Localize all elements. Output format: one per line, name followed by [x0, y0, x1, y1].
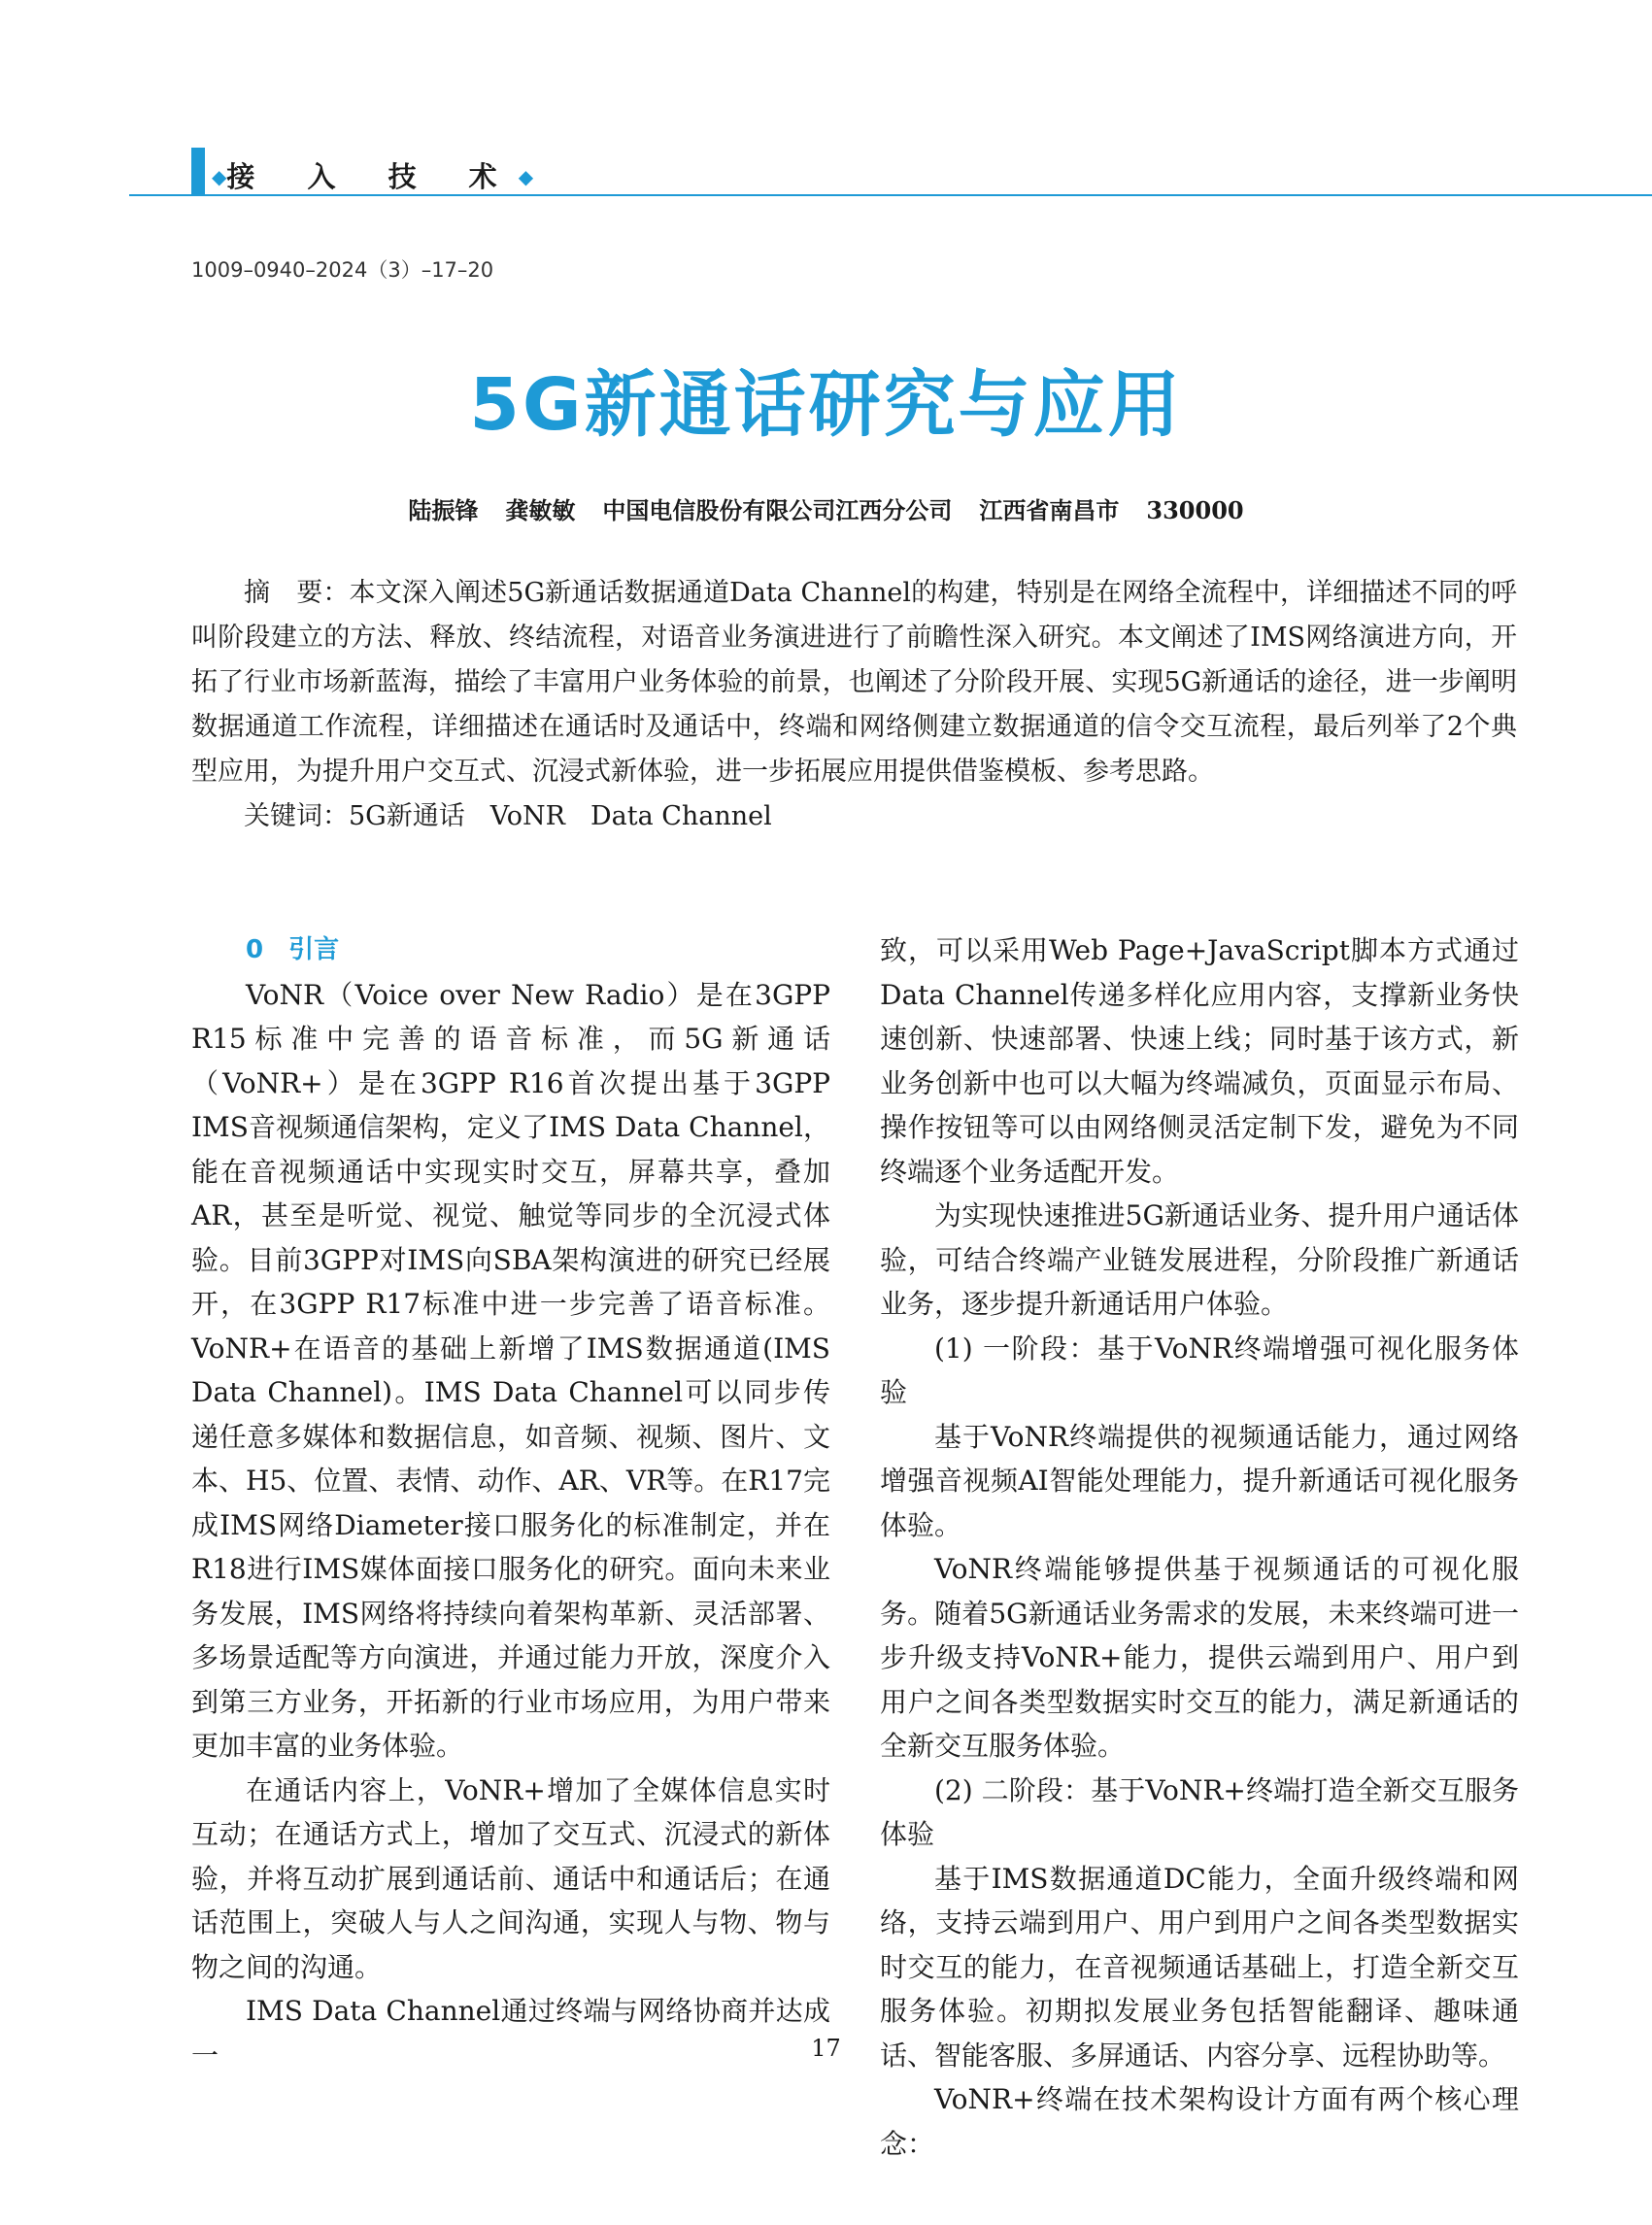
subsection-heading: (1) 一阶段：基于VoNR终端增强可视化服务体验 — [880, 1332, 1519, 1408]
body-paragraph: 为实现快速推进5G新通话业务、提升用户通话体验，可结合终端产业链发展进程，分阶段推广新通话业务，逐步提升新通话用户体验。 — [880, 1199, 1519, 1320]
section-label-text: 接 入 技 术 — [226, 160, 519, 193]
author-affiliation: 中国电信股份有限公司江西分公司 — [602, 496, 953, 524]
abstract — [191, 571, 1517, 794]
diamond-right-icon: ◆ — [518, 165, 534, 188]
body-paragraph: IMS Data Channel通过终端与网络协商并达成一 — [191, 1995, 830, 2072]
diamond-left-icon: ◆ — [212, 165, 227, 188]
article-id: 1009–0940–2024（3）–17–20 — [191, 258, 494, 282]
section-heading: 0 引言 — [246, 935, 340, 964]
body-paragraph: 致，可以采用Web Page+JavaScript脚本方式通过Data Channel传递多样化应用内容，支撑新业务快速创新、快速部署、快速上线；同时基于该方式，新业务创新中也可以大幅为终端减负，页面显示布局、操作按钮等可以由网络侧灵活定制下发，避免为不同终端逐个业务适配开发。 — [880, 934, 1519, 1188]
body-paragraph: 基于VoNR终端提供的视频通话能力，通过网络增强音视频AI智能处理能力，提升新通话可视化服务体验。 — [880, 1420, 1519, 1541]
body-paragraph: VoNR+终端在技术架构设计方面有两个核心理念： — [880, 2083, 1519, 2160]
author-name: 陆振锋 — [408, 496, 479, 524]
subsection-heading: (2) 二阶段：基于VoNR+终端打造全新交互服务体验 — [880, 1773, 1519, 1850]
header-rule — [129, 194, 1652, 196]
body-paragraph: VoNR终端能够提供基于视频通话的可视化服务。随着5G新通话业务需求的发展，未来终端可进一步升级支持VoNR+能力，提供云端到用户、用户到用户之间各类型数据实时交互的能力，满足新通话的全新交互服务体验。 — [880, 1553, 1519, 1762]
author-location: 江西省南昌市 — [979, 496, 1120, 524]
author-postcode: 330000 — [1146, 496, 1244, 524]
body-paragraph: 在通话内容上，VoNR+增加了全媒体信息实时互动；在通话方式上，增加了交互式、沉浸式的新体验，并将互动扩展到通话前、通话中和通话后；在通话范围上，突破人与人之间沟通，实现人与物、物与物之间的沟通。 — [191, 1773, 830, 1983]
keyword: 5G新通话 — [349, 801, 465, 831]
abstract-text: 摘 要：本文深入阐述5G新通话数据通道Data Channel的构建，特别是在网络全流程中，详细描述不同的呼叫阶段建立的方法、释放、终结流程，对语音业务演进进行了前瞻性深入研究。本文阐述了IMS网络演进方向，开拓了行业市场新蓝海，描绘了丰富用户业务体验的前景，也阐述了分阶段开展、实现5G新通话的途径，进一步阐明数据通道工作流程，详细描述在通话时及通话中，终端和网络侧建立数据通道的信令交互流程，最后列举了2个典型应用，为提升用户交互式、沉浸式新体验，进一步拓展应用提供借鉴模板、参考思路。 — [191, 578, 1517, 787]
body-paragraph: 基于IMS数据通道DC能力，全面升级终端和网络，支持云端到用户、用户到用户之间各类型数据实时交互的能力，在音视频通话基础上，打造全新交互服务体验。初期拟发展业务包括智能翻译、趣味通话、智能客服、多屏通话、内容分享、远程协助等。 — [880, 1862, 1519, 2072]
page-number: 17 — [811, 2035, 841, 2062]
keyword: VoNR — [489, 801, 565, 831]
section-label — [212, 155, 533, 195]
keywords-label: 关键词： — [244, 801, 349, 831]
author-name: 龚敏敏 — [505, 496, 576, 524]
body-column-right — [880, 928, 1519, 2166]
keywords — [191, 794, 1517, 839]
author-line — [0, 491, 1652, 525]
keyword: Data Channel — [590, 801, 772, 831]
header-accent-bar — [191, 148, 205, 194]
body-column-left — [191, 928, 830, 2077]
page-title: 5G新通话研究与应用 — [469, 363, 1183, 447]
body-paragraph: VoNR（Voice over New Radio）是在3GPP R15标准中完善的语音标准，而5G新通话（VoNR+）是在3GPP R16首次提出基于3GPP IMS音视频通信架构，定义了IMS Data Channel，能在音视频通话中实现实时交互，屏幕共享，叠加AR，甚至是听觉、视觉、触觉等同步的全沉浸式体验。目前3GPP对IMS向SBA架构演进的研究已经展开，在3GPP R17标准中进一步完善了语音标准。VoNR+在语音的基础上新增了IMS数据通道(IMS Data Channel)。IMS Data Channel可以同步传递任意多媒体和数据信息，如音频、视频、图片、文本、H5、位置、表情、动作、AR、VR等。在R17完成IMS网络Diameter接口服务化的标准制定，并在R18进行IMS媒体面接口服务化的研究。面向未来业务发展，IMS网络将持续向着架构革新、灵活部署、多场景适配等方向演进，并通过能力开放，深度介入到第三方业务，开拓新的行业市场应用，为用户带来更加丰富的业务体验。 — [191, 978, 830, 1762]
